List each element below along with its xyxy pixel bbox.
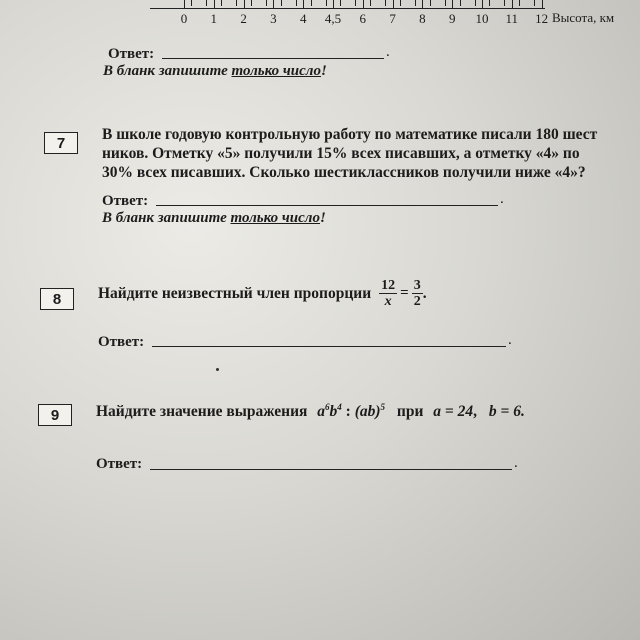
ruler-tick [244, 0, 245, 8]
ruler-tick-label: 8 [419, 11, 426, 26]
ruler-tick [184, 0, 185, 8]
ruler-minor-tick [460, 0, 461, 6]
ruler-minor-tick [385, 0, 386, 6]
ruler-minor-tick [251, 0, 252, 6]
task-number-8: 8 [40, 288, 74, 310]
ruler-tick [363, 0, 364, 8]
ruler-minor-tick [489, 0, 490, 6]
ruler-minor-tick [370, 0, 371, 6]
ruler-minor-tick [266, 0, 267, 6]
answer-line-9[interactable] [150, 469, 512, 470]
task-9-when: при [396, 403, 424, 421]
answer-label-6: Ответ: [108, 46, 155, 62]
ruler-tick-label: 1 [210, 11, 218, 26]
ruler-tick-label: 4,5 [324, 11, 342, 26]
answer-period-7: . [500, 191, 504, 207]
ruler-minor-tick [340, 0, 341, 6]
answer-period-6: . [386, 44, 390, 60]
ruler-tick-label: 12 [535, 11, 549, 26]
ruler-tick-label: 9 [448, 11, 456, 26]
ruler-unit-label: Высота, км [552, 10, 615, 25]
answer-line-6[interactable] [162, 58, 384, 59]
ruler-minor-tick [534, 0, 535, 6]
answer-period-9: . [514, 455, 518, 471]
task-9-statement: Найдите значение выражения $a^6b^4$ : (ab)$^5$ при a = 24, b = 6. [96, 402, 525, 421]
proportion-equals: = [400, 285, 409, 301]
instruction-note-6: В бланк запишите только число! [103, 63, 327, 79]
ruler-minor-tick [445, 0, 446, 6]
task-8-period: . [422, 285, 427, 302]
ruler-tick [273, 0, 274, 8]
ruler-tick [422, 0, 423, 8]
ruler-minor-tick [236, 0, 237, 6]
ruler-tick [393, 0, 394, 8]
condition-b: b = 6. [488, 403, 525, 421]
ruler-tick-label: 0 [180, 11, 188, 26]
ruler-tick-label: 11 [505, 11, 519, 26]
ruler-minor-tick [355, 0, 356, 6]
ruler-tick [333, 0, 334, 8]
task-7-text-line-3: 30% всех писавших. Сколько шестиклассников получили ниже «4»? [102, 164, 586, 181]
ruler-tick [452, 0, 453, 8]
task-7-text-line-1: В школе годовую контрольную работу по математике писали 180 шест [102, 126, 598, 143]
proportion-fraction-left: $\frac{12}{x}$ [381, 278, 396, 309]
ruler-tick [303, 0, 304, 8]
answer-period-8: . [508, 332, 512, 348]
instruction-note-7: В бланк запишите только число! [102, 210, 326, 226]
task-number-9: 9 [38, 404, 72, 426]
ruler-minor-tick [206, 0, 207, 6]
ruler-minor-tick [400, 0, 401, 6]
ruler-tick-label: 2 [240, 11, 247, 26]
answer-label-9: Ответ: [96, 456, 143, 472]
ruler-minor-tick [519, 0, 520, 6]
answer-label-8: Ответ: [98, 334, 145, 350]
answer-label-7: Ответ: [102, 193, 149, 209]
task-8-text: Найдите неизвестный член пропорции [98, 285, 372, 302]
answer-line-7[interactable] [156, 205, 498, 206]
ruler-minor-tick [415, 0, 416, 6]
task-9-text: Найдите значение выражения [96, 403, 308, 421]
ruler-tick-label: 3 [270, 11, 277, 26]
ruler-tick-label: 6 [359, 11, 367, 26]
ruler-tick-label: 7 [389, 11, 396, 26]
expression: $a^6b^4$ : (ab)$^5$ [317, 402, 386, 421]
answer-line-8[interactable] [152, 346, 506, 347]
proportion-fraction-right: $\frac{3}{2}$ [413, 278, 421, 309]
ruler-tick-label: 4 [299, 11, 307, 26]
ruler-minor-tick [191, 0, 192, 6]
task-number-7: 7 [44, 132, 78, 154]
ruler-minor-tick [281, 0, 282, 6]
ruler-minor-tick [296, 0, 297, 6]
task-7-text-line-2: ников. Отметку «5» получили 15% всех писавших, а отметку «4» по [102, 145, 580, 162]
ruler-tick [512, 0, 513, 8]
ruler-minor-tick [430, 0, 431, 6]
ruler-tick-label: 10 [475, 11, 489, 26]
ruler-tick [482, 0, 483, 8]
ruler-minor-tick [475, 0, 476, 6]
ruler-minor-tick [221, 0, 222, 6]
ruler-minor-tick [326, 0, 327, 6]
ruler-axis [150, 0, 545, 9]
ruler-tick [542, 0, 543, 8]
ruler-tick [214, 0, 215, 8]
condition-a: a = 24 [433, 403, 474, 421]
ruler-minor-tick [311, 0, 312, 6]
task-8-statement [98, 278, 427, 309]
paper-speck [216, 368, 219, 371]
ruler-minor-tick [504, 0, 505, 6]
